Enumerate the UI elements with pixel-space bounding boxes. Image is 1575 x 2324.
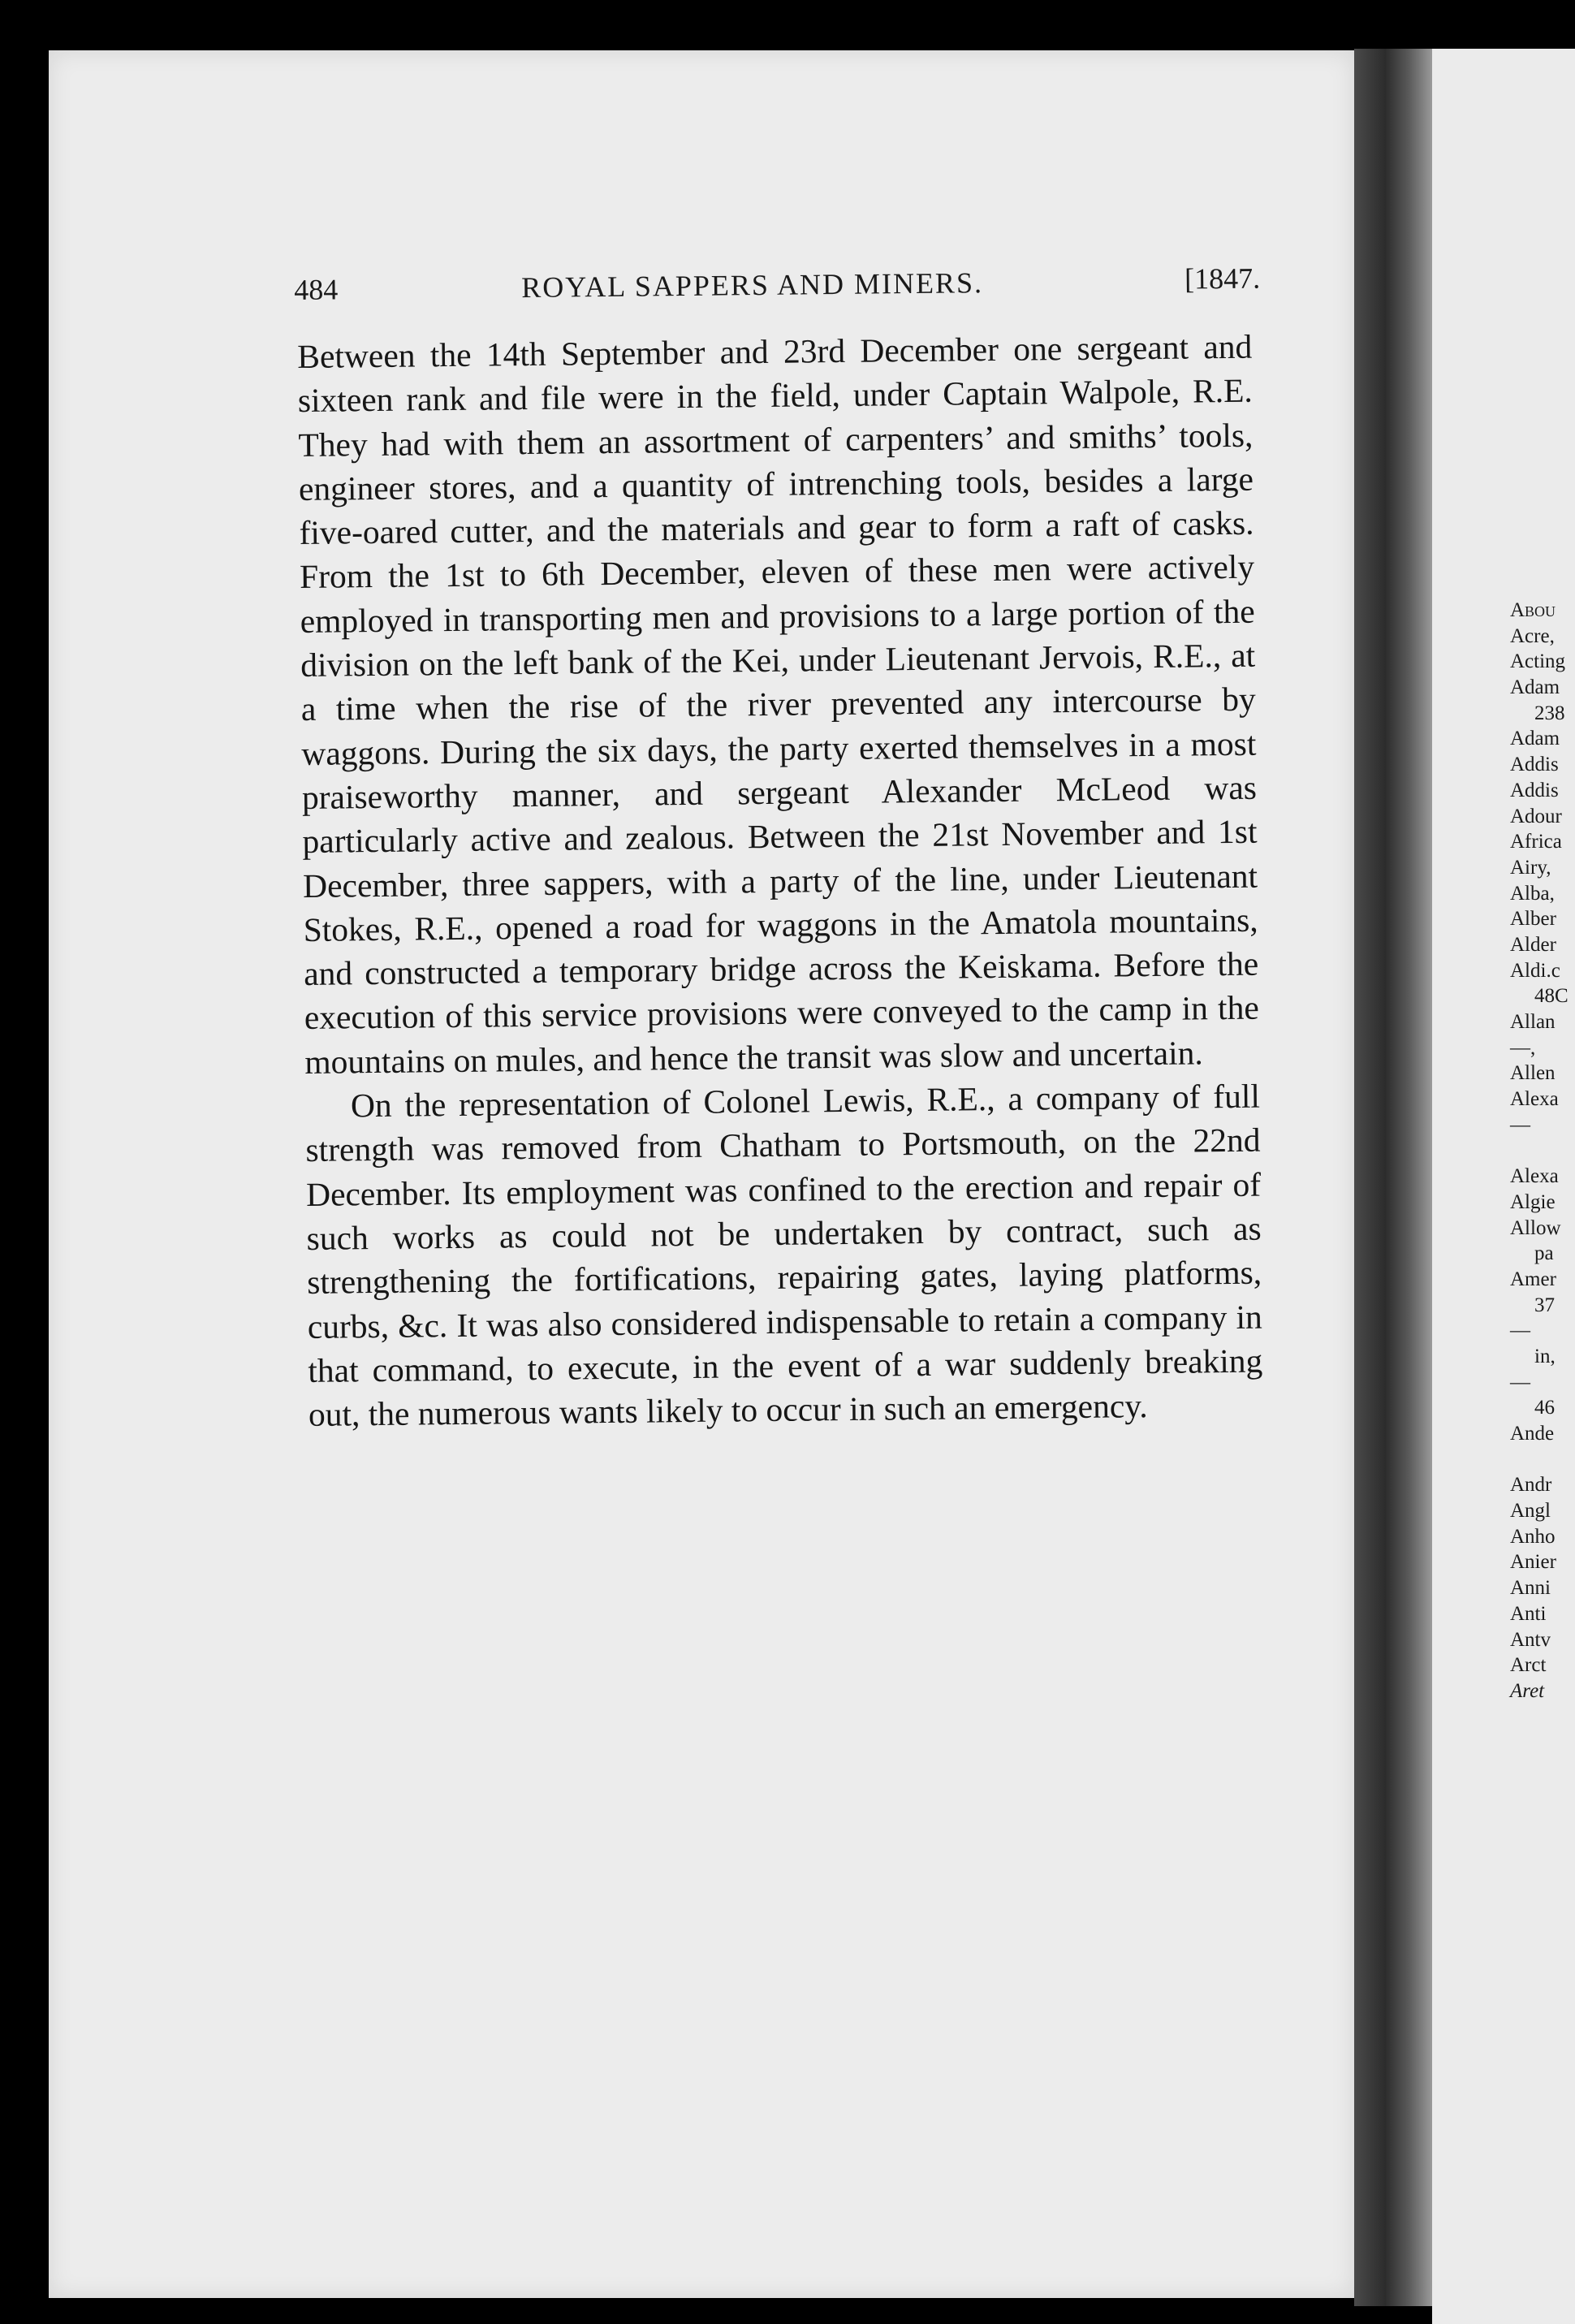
index-entry: 37 — [1534, 1294, 1555, 1316]
index-entry: Adour — [1510, 805, 1562, 827]
paragraph: Between the 14th September and 23rd December one sergeant and sixteen rank and file were in the field, under Captain Walpole, R.E. They had with them an assortment of carpenters’ and smiths’ tools, engineer stores, and a quantity of intrenching tools, besides a large five-oared cutter, and the materials and gear to form a raft of casks. From the 1st to 6th December, eleven of these men were actively employed in transporting men and provisions to a large portion of the division on the left bank of the Kei, under Lieutenant Jervois, R.E., at a time when the rise of the river prevented any intercourse by waggons. During the six days, the party exerted themselves in a most praiseworthy manner, and sergeant Alexander McLeod was particularly active and zealous. Between the 21st November and 1st December, three sappers, with a party of the line, under Lieutenant Stokes, R.E., opened a road for waggons in the Amatola mountains, and constructed a temporary bridge across the Keiskama. Before the execution of this service provisions were conveyed to the camp in the mountains on mules, and hence the transit was slow and uncertain. — [297, 327, 1259, 1081]
index-entry: Alder — [1510, 933, 1556, 956]
index-entry: Adam — [1510, 676, 1560, 699]
index-entry: pa — [1534, 1242, 1554, 1265]
index-entry: Aret — [1510, 1679, 1545, 1702]
index-entry: Aldi.c — [1510, 959, 1560, 982]
index-entry: Airy, — [1510, 856, 1551, 879]
paragraph: On the representation of Colonel Lewis, R.E., a company of full strength was removed from Chatham to Portsmouth, on the 22nd December. Its employment was confined to the erection and repair of such works as could not be undertaken by contract, such as strengthening the fortifications, repairing gates, laying platforms, curbs, &c. It was also considered indispensable to retain a company in that command, to execute, in the event of a war suddenly breaking out, the numerous wants likely to occur in such an emergency. — [305, 1077, 1263, 1434]
index-entry: — — [1510, 1113, 1530, 1136]
book-spine — [1354, 49, 1432, 2306]
index-entry: Anier — [1510, 1551, 1556, 1574]
right-page — [1432, 49, 1575, 2324]
index-entry: Amer — [1510, 1268, 1556, 1290]
index-entry — [1510, 1138, 1575, 1164]
index-entry: Angl — [1510, 1500, 1551, 1523]
index-entry: —, — [1510, 1036, 1536, 1059]
index-entry: Anni — [1510, 1577, 1551, 1600]
index-entry: Addis — [1510, 754, 1559, 776]
index-entry: Anti — [1510, 1602, 1547, 1625]
index-entry: Arct — [1510, 1654, 1547, 1677]
index-entry: 48C — [1534, 985, 1569, 1008]
index-entry: Antv — [1510, 1628, 1551, 1651]
index-entry: 46 — [1534, 1397, 1555, 1419]
page-number: 484 — [294, 273, 339, 306]
index-entry: Alexa — [1510, 1088, 1559, 1111]
index-entry: Allen — [1510, 1062, 1556, 1085]
index-entry: Alexa — [1510, 1165, 1559, 1188]
index-entry: Anho — [1510, 1525, 1556, 1548]
index-entry: Allow — [1510, 1216, 1561, 1239]
running-title: ROYAL SAPPERS AND MINERS. — [520, 266, 984, 305]
index-entry: Abou — [1510, 599, 1556, 621]
index-entry: Andr — [1510, 1474, 1552, 1497]
index-entry: Adam — [1510, 728, 1560, 750]
index-entry: in, — [1534, 1345, 1556, 1367]
index-entry: Allan — [1510, 1011, 1556, 1033]
index-entry: Acre, — [1510, 624, 1555, 647]
index-entry: 238 — [1534, 702, 1565, 724]
index-entry: Algie — [1510, 1190, 1556, 1213]
index-entry: Addis — [1510, 779, 1559, 801]
index-entry: Africa — [1510, 831, 1562, 853]
header-year: [1847. — [1184, 261, 1261, 296]
index-entry: Ande — [1510, 1423, 1555, 1445]
index-entry — [1510, 1447, 1575, 1473]
index-entry: Alba, — [1510, 882, 1555, 905]
index-entry: Alber — [1510, 908, 1556, 931]
index-column — [1510, 598, 1575, 1704]
body-text — [297, 325, 1263, 1437]
index-entry: — — [1510, 1371, 1530, 1393]
index-entry: — — [1510, 1320, 1530, 1342]
index-entry: Acting — [1510, 650, 1566, 673]
